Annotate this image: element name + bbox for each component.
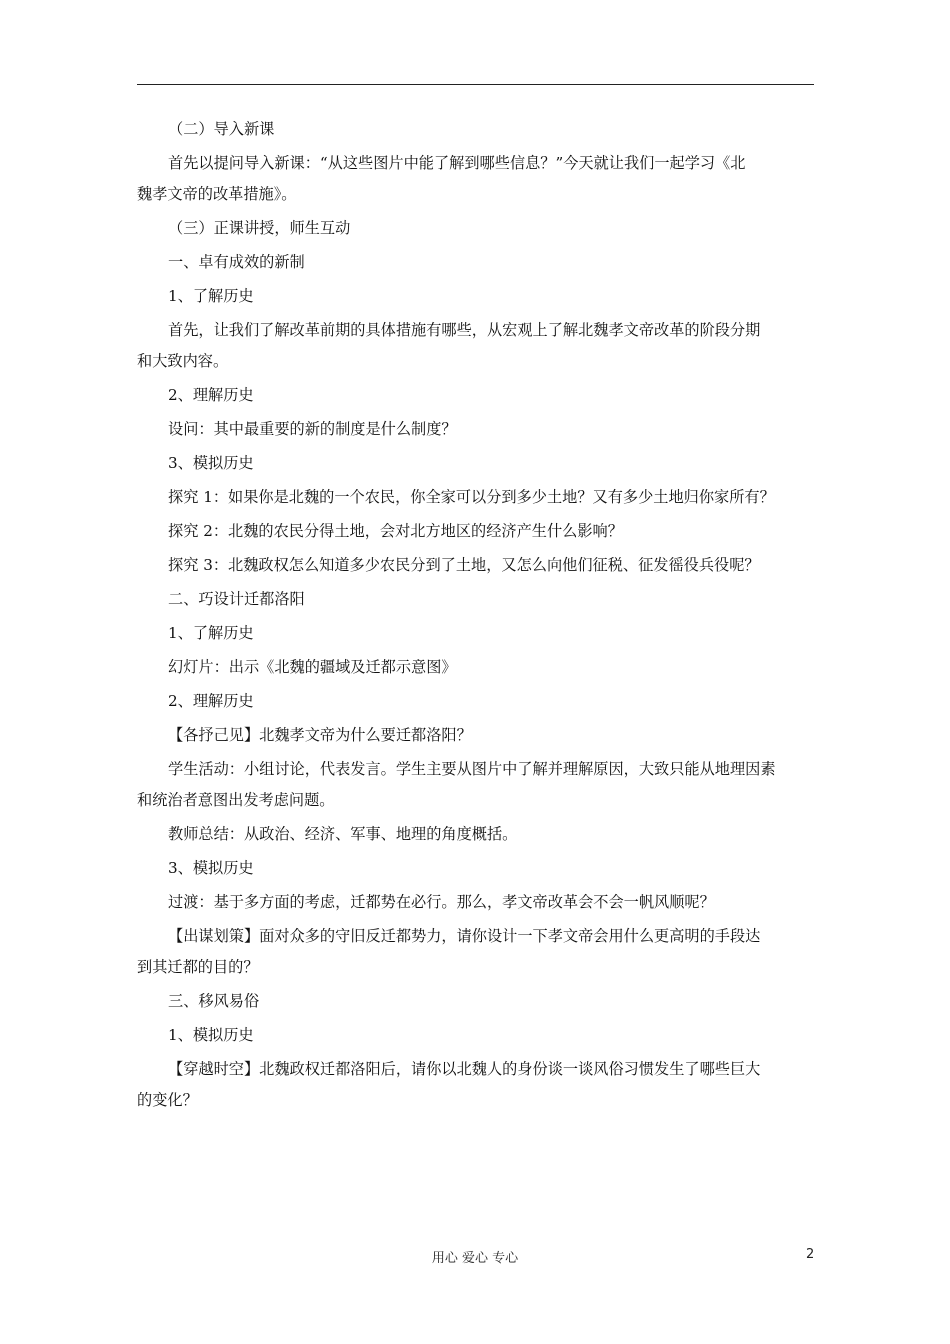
- paragraph-line: 探究 1：如果你是北魏的一个农民，你全家可以分到多少土地？又有多少土地归你家所有？: [168, 488, 775, 506]
- subsection-heading: 3、模拟历史: [168, 859, 254, 877]
- paragraph-line: 过渡：基于多方面的考虑，迁都势在必行。那么，孝文帝改革会不会一帆风顺呢？: [168, 893, 715, 911]
- paragraph-line: 首先以提问导入新课：“从这些图片中能了解到哪些信息？”今天就让我们一起学习《北: [168, 154, 746, 172]
- paragraph-line: 和大致内容。: [137, 352, 229, 370]
- page-number: 2: [806, 1247, 815, 1262]
- section-heading: （三）正课讲授，师生互动: [168, 219, 351, 237]
- header-rule: [137, 84, 814, 85]
- paragraph-line: 【出谋划策】面对众多的守旧反迁都势力，请你设计一下孝文帝会用什么更高明的手段达: [168, 927, 761, 945]
- paragraph-line: 首先，让我们了解改革前期的具体措施有哪些，从宏观上了解北魏孝文帝改革的阶段分期: [168, 321, 761, 339]
- paragraph-line: 到其迁都的目的？: [137, 958, 259, 976]
- paragraph-line: 幻灯片：出示《北魏的疆域及迁都示意图》: [168, 658, 457, 676]
- section-heading: 三、移风易俗: [168, 992, 260, 1010]
- paragraph-line: 探究 3：北魏政权怎么知道多少农民分到了土地，又怎么向他们征税、征发徭役兵役呢？: [168, 556, 760, 574]
- paragraph-line: 设问：其中最重要的新的制度是什么制度？: [168, 420, 457, 438]
- subsection-heading: 1、了解历史: [168, 287, 254, 305]
- paragraph-line: 和统治者意图出发考虑问题。: [137, 791, 335, 809]
- subsection-heading: 2、理解历史: [168, 386, 254, 404]
- paragraph-line: 的变化？: [137, 1091, 198, 1109]
- paragraph-line: 【穿越时空】北魏政权迁都洛阳后，请你以北魏人的身份谈一谈风俗习惯发生了哪些巨大: [168, 1060, 761, 1078]
- section-heading: 二、巧设计迁都洛阳: [168, 590, 305, 608]
- paragraph-line: 教师总结：从政治、经济、军事、地理的角度概括。: [168, 825, 518, 843]
- section-heading: 一、卓有成效的新制: [168, 253, 305, 271]
- paragraph-line: 魏孝文帝的改革措施》。: [137, 185, 297, 203]
- subsection-heading: 1、了解历史: [168, 624, 254, 642]
- paragraph-line: 【各抒己见】北魏孝文帝为什么要迁都洛阳？: [168, 726, 472, 744]
- subsection-heading: 3、模拟历史: [168, 454, 254, 472]
- footer-motto: 用心 爱心 专心: [431, 1251, 519, 1266]
- section-heading: （二）导入新课: [168, 120, 275, 138]
- body-text: [137, 118, 817, 1123]
- subsection-heading: 2、理解历史: [168, 692, 254, 710]
- paragraph-line: 学生活动：小组讨论，代表发言。学生主要从图片中了解并理解原因，大致只能从地理因素: [168, 760, 776, 778]
- subsection-heading: 1、模拟历史: [168, 1026, 254, 1044]
- paragraph-line: 探究 2：北魏的农民分得土地，会对北方地区的经济产生什么影响？: [168, 522, 623, 540]
